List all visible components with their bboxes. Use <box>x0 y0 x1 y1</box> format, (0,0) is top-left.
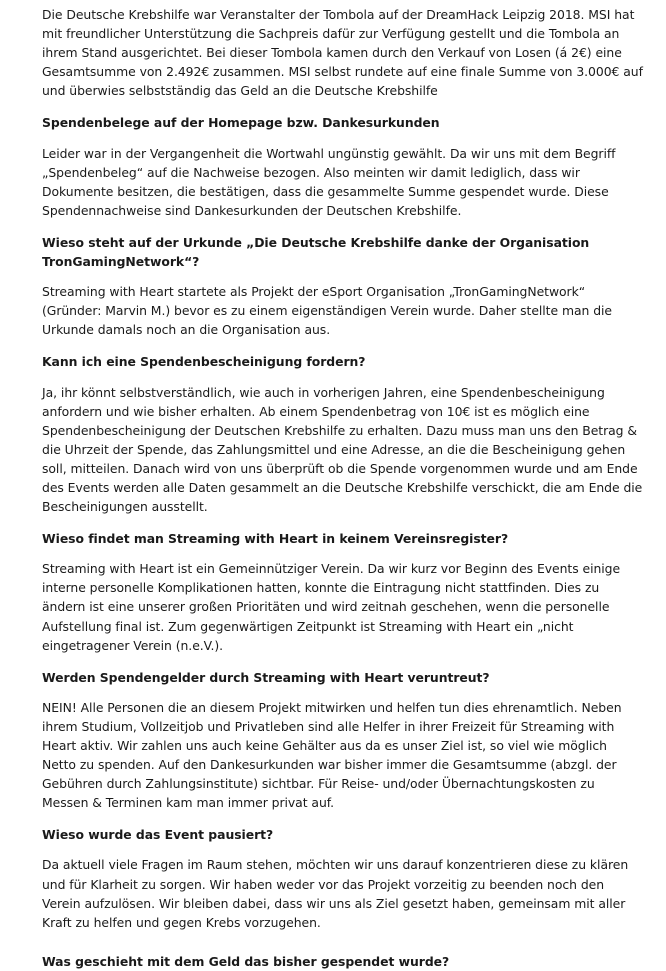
intro-paragraph: Die Deutsche Krebshilfe war Veranstalter der Tombola auf der DreamHack Leipzig 2018. MSI hat mit freundlicher Unterstützung die Sachpreis dafür zur Verfügung gestellt und die Tombola an ihrem Stand ausgerichtet. Bei dieser Tombola kamen durch den Verkauf von Losen (á 2€) eine Gesamtsumme von 2.492€ zusammen. MSI selbst rundete auf eine finale Summe von 3.000€ auf und überwies selbstständig das Geld an die Deutsche Krebshilfe <box>42 7 643 99</box>
section-heading: Kann ich eine Spendenbescheinigung fordern? <box>42 354 366 370</box>
section-heading: Wieso wurde das Event pausiert? <box>42 827 274 843</box>
faq-section-event-pausiert <box>42 825 644 931</box>
faq-section-spendenbescheinigung <box>42 352 644 516</box>
section-body: Streaming with Heart ist ein Gemeinnütziger Verein. Da wir kurz vor Beginn des Events einige interne personelle Komplikationen hatten, konnte die Eintragung nicht stattfinden. Dies zu ändern ist eine unserer großen Prioritäten und wird zeitnah geschehen, wenn die personelle Aufstellung final ist. Zum gegenwärtigen Zeitpunkt ist Streaming with Heart ein „nicht eingetragener Verein (n.e.V.). <box>42 561 621 653</box>
section-body: Streaming with Heart startete als Projekt der eSport Organisation „TronGamingNetwork“ (Gründer: Marvin M.) bevor es zu einem eigenständigen Verein wurde. Daher stellte man die Urkunde damals noch an die Organisation aus. <box>42 284 612 338</box>
section-body: Ja, ihr könnt selbstverständlich, wie auch in vorherigen Jahren, eine Spendenbescheinigung anfordern und wie bisher erhalten. Ab einem Spendenbetrag von 10€ ist es möglich eine Spendenbescheinigung der Deutschen Krebshilfe zu erhalten. Dazu muss man uns den Betrag & die Uhrzeit der Spende, das Zahlungsmittel und eine Adresse, an die die Bescheinigung gehen soll, mitteilen. Danach wird von uns überprüft ob die Spende vorgenommen wurde und am Ende des Events werden alle Daten gesammelt an die Deutsche Krebshilfe verschickt, die am Ende die Bescheinigungen ausstellt. <box>42 384 643 515</box>
section-body: Da aktuell viele Fragen im Raum stehen, möchten wir uns darauf konzentrieren diese zu klären und für Klarheit zu sorgen. Wir haben weder vor das Projekt vorzeitig zu beenden noch den Verein aufzulösen. Wir bleiben dabei, dass wir uns als Ziel gesetzt haben, gemeinsam mit aller Kraft zu helfen und gegen Krebs vorzugehen. <box>42 857 629 930</box>
section-heading: Spendenbelege auf der Homepage bzw. Dankesurkunden <box>42 115 440 131</box>
section-body: Leider war in der Vergangenheit die Wortwahl ungünstig gewählt. Da wir uns mit dem Begriff „Spendenbeleg“ auf die Nachweise bezogen. Also meinten wir damit lediglich, dass wir Dokumente besitzen, die bestätigen, dass die gesammelte Summe gespendet wurde. Diese Spendennachweise sind Dankesurkunden der Deutschen Krebshilfe. <box>42 145 616 218</box>
faq-section-veruntreuung <box>42 668 644 813</box>
faq-section-spendenbelege <box>42 113 644 219</box>
section-heading: Werden Spendengelder durch Streaming with Heart veruntreut? <box>42 669 490 685</box>
faq-section-vereinsregister <box>42 529 644 655</box>
faq-section-geld <box>42 952 644 971</box>
faq-section-urkunde <box>42 233 644 339</box>
section-heading: Was geschieht mit dem Geld das bisher gespendet wurde? <box>42 953 450 969</box>
section-heading: Wieso findet man Streaming with Heart in keinem Vereinsregister? <box>42 531 509 547</box>
section-heading: Wieso steht auf der Urkunde „Die Deutsche Krebshilfe danke der Organisation TronGamingNetwork“? <box>42 234 590 270</box>
section-body: NEIN! Alle Personen die an diesem Projekt mitwirken und helfen tun dies ehrenamtlich. Neben ihrem Studium, Vollzeitjob und Privatleben sind alle Helfer in ihrer Freizeit für Streaming with Heart aktiv. Wir zahlen uns auch keine Gehälter aus da es unser Ziel ist, so viel wie möglich Netto zu spenden. Auf den Dankesurkunden war bisher immer die Gesamtsumme (abzgl. der Gebühren durch Zahlungsinstitute) sichtbar. Für Reise- und/oder Übernachtungskosten zu Messen & Terminen kam man immer privat auf. <box>42 699 622 811</box>
